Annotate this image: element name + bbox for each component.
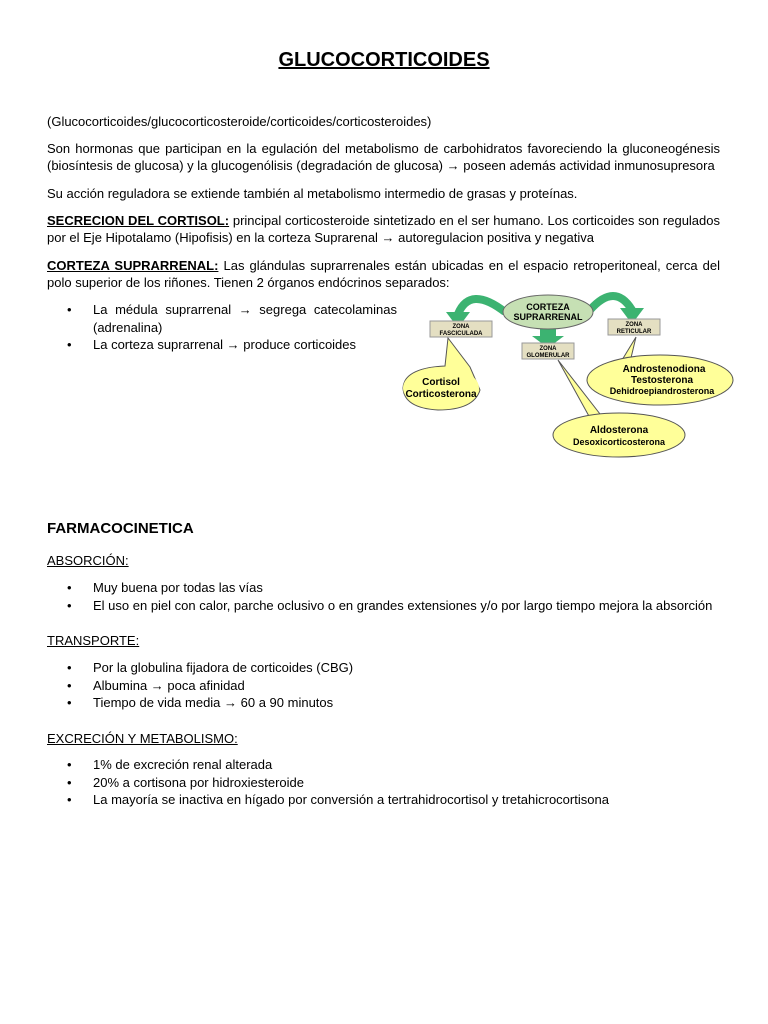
zona-fasciculada-label-1: ZONA [452,324,470,330]
farmacocinetica-heading: FARMACOCINETICA [47,520,194,537]
aldosterona-label: Aldosterona [589,425,649,436]
list-item: • Albumina → poca afinidad [47,677,747,695]
list-item: • Por la globulina fijadora de corticoides (CBG) [47,659,747,677]
adrenal-cortex-diagram [400,290,740,460]
zona-glomerular-label-2: GLOMERULAR [526,353,570,359]
arrow-to-fasciculada [458,299,505,314]
intro-paragraph: Son hormonas que participan en la egulación del metabolismo de carbohidratos favoreciendo la gluconeogénesis (biosíntesis de glucosa) y la glucogenólisis (degradación de glucosa) → poseen además actividad inmunosupresora [47,141,720,173]
list-item: • Muy buena por todas las vías [47,579,747,597]
corteza-bullet-list [47,301,397,354]
transporte-list [47,659,747,712]
list-item: • 20% a cortisona por hidroxiesteroide [47,774,747,792]
excrecion-heading: EXCRECIÓN Y METABOLISMO: [47,731,238,746]
secrecion-text: principal corticosteroide sintetizado en el ser humano. Los corticoides son regulados por el Eje Hipotalamo (Hipofisis) en la corteza Suprarenal → autoregulacion positiva y negativa [47,213,720,245]
page-title: GLUCOCORTICOIDES [278,49,490,71]
testosterona-label: Testosterona [630,375,694,386]
list-item: • El uso en piel con calor, parche oclusivo o en grandes extensiones y/o por largo tiempo mejora la absorción [47,597,747,615]
zona-fasciculada-label-2: FASCICULADA [439,331,483,337]
secrecion-label: SECRECION DEL CORTISOL: [47,213,230,228]
corteza-label-line1: CORTEZA [526,302,570,312]
corteza-text: Las glándulas suprarrenales están ubicadas en el espacio retroperitoneal, cerca del polo superior de los riñones. Tienen 2 órganos endócrinos separados: [47,258,720,290]
zona-reticular-label-1: ZONA [625,322,643,328]
corteza-paragraph [47,257,720,291]
corteza-label-line2: SUPRARRENAL [513,312,583,322]
absorcion-heading: ABSORCIÓN: [47,553,129,568]
desoxicorticosterona-label: Desoxicorticosterona [572,437,666,447]
corticosterona-label: Corticosterona [405,389,477,400]
cortisol-bubble-fill [403,367,479,409]
corteza-label: CORTEZA SUPRARRENAL: [47,258,219,273]
cortisol-label: Cortisol [422,377,460,388]
arrow-to-reticular [590,296,632,310]
absorcion-list [47,579,747,614]
regulation-paragraph: Su acción reguladora se extiende también al metabolismo intermedio de grasas y proteínas. [47,186,578,201]
list-item: • La médula suprarrenal → segrega catecolaminas (adrenalina) [47,301,397,336]
androstenodiona-label: Androstenodiona [622,364,706,375]
list-item: • La mayoría se inactiva en hígado por conversión a tertrahidrocortisol y tretahicrocortisona [47,791,747,809]
transporte-heading: TRANSPORTE: [47,633,140,648]
synonyms-line: (Glucocorticoides/glucocorticosteroide/corticoides/corticosteroides) [47,114,432,129]
list-item: • Tiempo de vida media → 60 a 90 minutos [47,694,747,712]
zona-glomerular-label-1: ZONA [539,346,557,352]
list-item: • La corteza suprarrenal → produce corticoides [47,336,397,354]
secrecion-paragraph [47,212,720,246]
list-item: • 1% de excreción renal alterada [47,756,747,774]
excrecion-list [47,756,747,809]
zona-reticular-label-2: RETICULAR [616,329,652,335]
dehidroepiandrosterona-label: Dehidroepiandrosterona [609,386,715,396]
